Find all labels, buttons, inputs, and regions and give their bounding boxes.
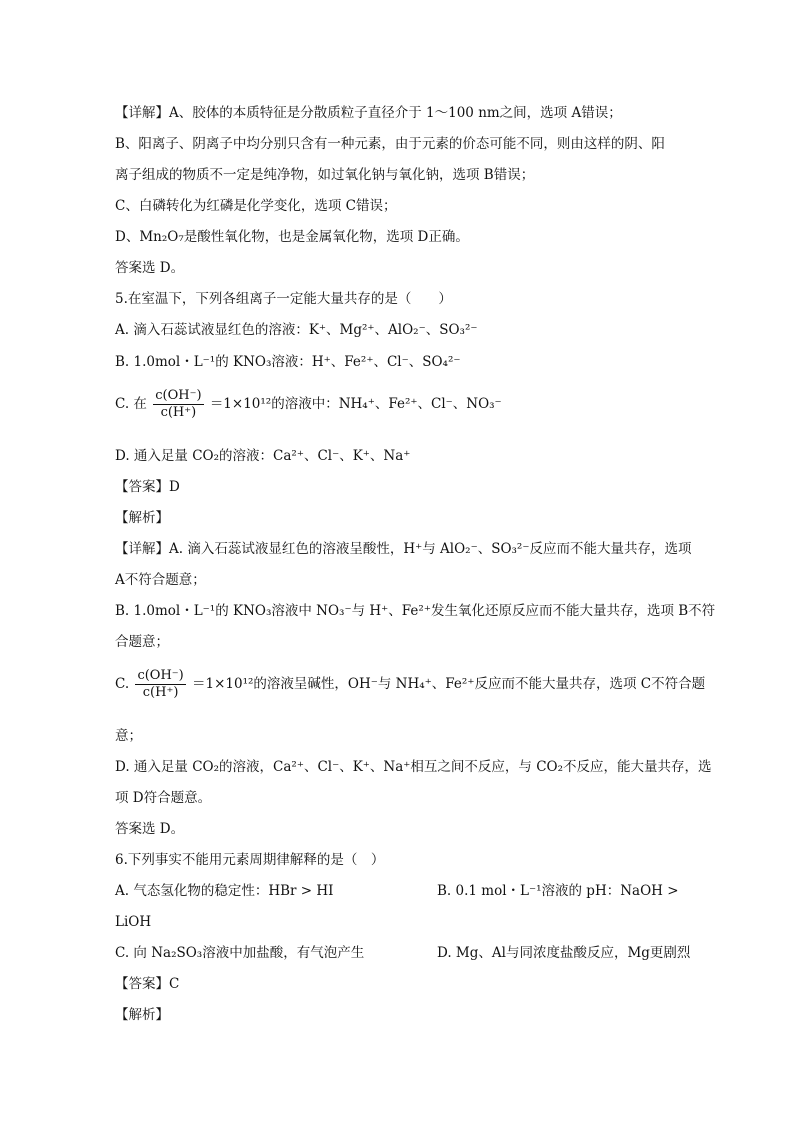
option-c-suffix: ＝1×10¹²的溶液中：NH₄⁺、Fe²⁺、Cl⁻、NO₃⁻	[209, 396, 502, 412]
analysis-5-a-line2: A不符合题意；	[115, 572, 206, 588]
answer-line: 答案选 D。	[115, 260, 185, 276]
question-6-stem: 6.下列事实不能用元素周期律解释的是（ ）	[115, 852, 385, 868]
analysis-5-label: 【解析】	[115, 510, 169, 526]
analysis-c-prefix: C.	[115, 676, 130, 692]
question-5-option-b: B. 1.0mol・L⁻¹的 KNO₃溶液：H⁺、Fe²⁺、Cl⁻、SO₄²⁻	[115, 354, 461, 370]
question-6-option-b-cont: LiOH	[115, 914, 152, 930]
question-6-option-d: D. Mg、Al与同浓度盐酸反应，Mg更剧烈	[437, 945, 691, 961]
analysis-5-c-line1	[115, 668, 705, 701]
analysis-concentration-fraction	[135, 668, 185, 701]
detail-line-b-cont: 离子组成的物质不一定是纯净物，如过氧化钠与氧化钠，选项 B错误；	[115, 167, 535, 183]
question-6-option-c: C. 向 Na₂SO₃溶液中加盐酸，有气泡产生	[115, 945, 365, 961]
analysis-5-d-line2: 项 D符合题意。	[115, 790, 212, 806]
detail-line-d: D、Mn₂O₇是酸性氧化物，也是金属氧化物，选项 D正确。	[115, 229, 469, 245]
question-5-option-a: A. 滴入石蕊试液显红色的溶液：K⁺、Mg²⁺、AlO₂⁻、SO₃²⁻	[115, 322, 478, 338]
analysis-fraction-numerator: c(OH⁻)	[137, 668, 184, 683]
analysis-5-b-line2: 合题意；	[115, 634, 169, 650]
analysis-5-b-line1: B. 1.0mol・L⁻¹的 KNO₃溶液中 NO₃⁻与 H⁺、Fe²⁺发生氧化还原反应而不能大量共存，选项 B不符	[115, 603, 716, 619]
answer-5-label: 【答案】D	[115, 479, 180, 495]
option-c-prefix: C. 在	[115, 396, 147, 412]
analysis-c-suffix: ＝1×10¹²的溶液呈碱性，OH⁻与 NH₄⁺、Fe²⁺反应而不能大量共存，选项 C不符合题	[192, 676, 706, 692]
detail-line-b: B、阳离子、阴离子中均分别只含有一种元素，由于元素的价态可能不同，则由这样的阴、阳	[115, 136, 665, 152]
question-6-option-a: A. 气态氢化物的稳定性：HBr > HI	[115, 883, 334, 899]
answer-5-line: 答案选 D。	[115, 821, 185, 837]
question-6-option-b: B. 0.1 mol・L⁻¹溶液的 pH：NaOH >	[437, 883, 679, 899]
analysis-5-c-line2: 意；	[115, 728, 142, 744]
analysis-5-d-line1: D. 通入足量 CO₂的溶液，Ca²⁺、Cl⁻、K⁺、Na⁺相互之间不反应，与 CO₂不反应，能大量共存，选	[115, 759, 712, 775]
fraction-numerator: c(OH⁻)	[155, 388, 202, 403]
detail-line-a: 【详解】A、胶体的本质特征是分散质粒子直径介于 1～100 nm之间，选项 A错误；	[115, 105, 622, 121]
analysis-fraction-denominator: c(H⁺)	[142, 685, 179, 700]
question-5-option-c	[115, 388, 502, 421]
fraction-denominator: c(H⁺)	[160, 405, 197, 420]
analysis-6-label: 【解析】	[115, 1007, 169, 1023]
detail-line-c: C、白磷转化为红磷是化学变化，选项 C错误；	[115, 198, 397, 214]
question-5-stem: 5.在室温下，下列各组离子一定能大量共存的是（ ）	[115, 291, 452, 307]
analysis-5-a-line1: 【详解】A. 滴入石蕊试液显红色的溶液呈酸性，H⁺与 AlO₂⁻、SO₃²⁻反应而不能大量共存，选项	[115, 541, 692, 557]
concentration-fraction	[153, 388, 203, 421]
question-5-option-d: D. 通入足量 CO₂的溶液：Ca²⁺、Cl⁻、K⁺、Na⁺	[115, 448, 411, 464]
answer-6-label: 【答案】C	[115, 976, 180, 992]
